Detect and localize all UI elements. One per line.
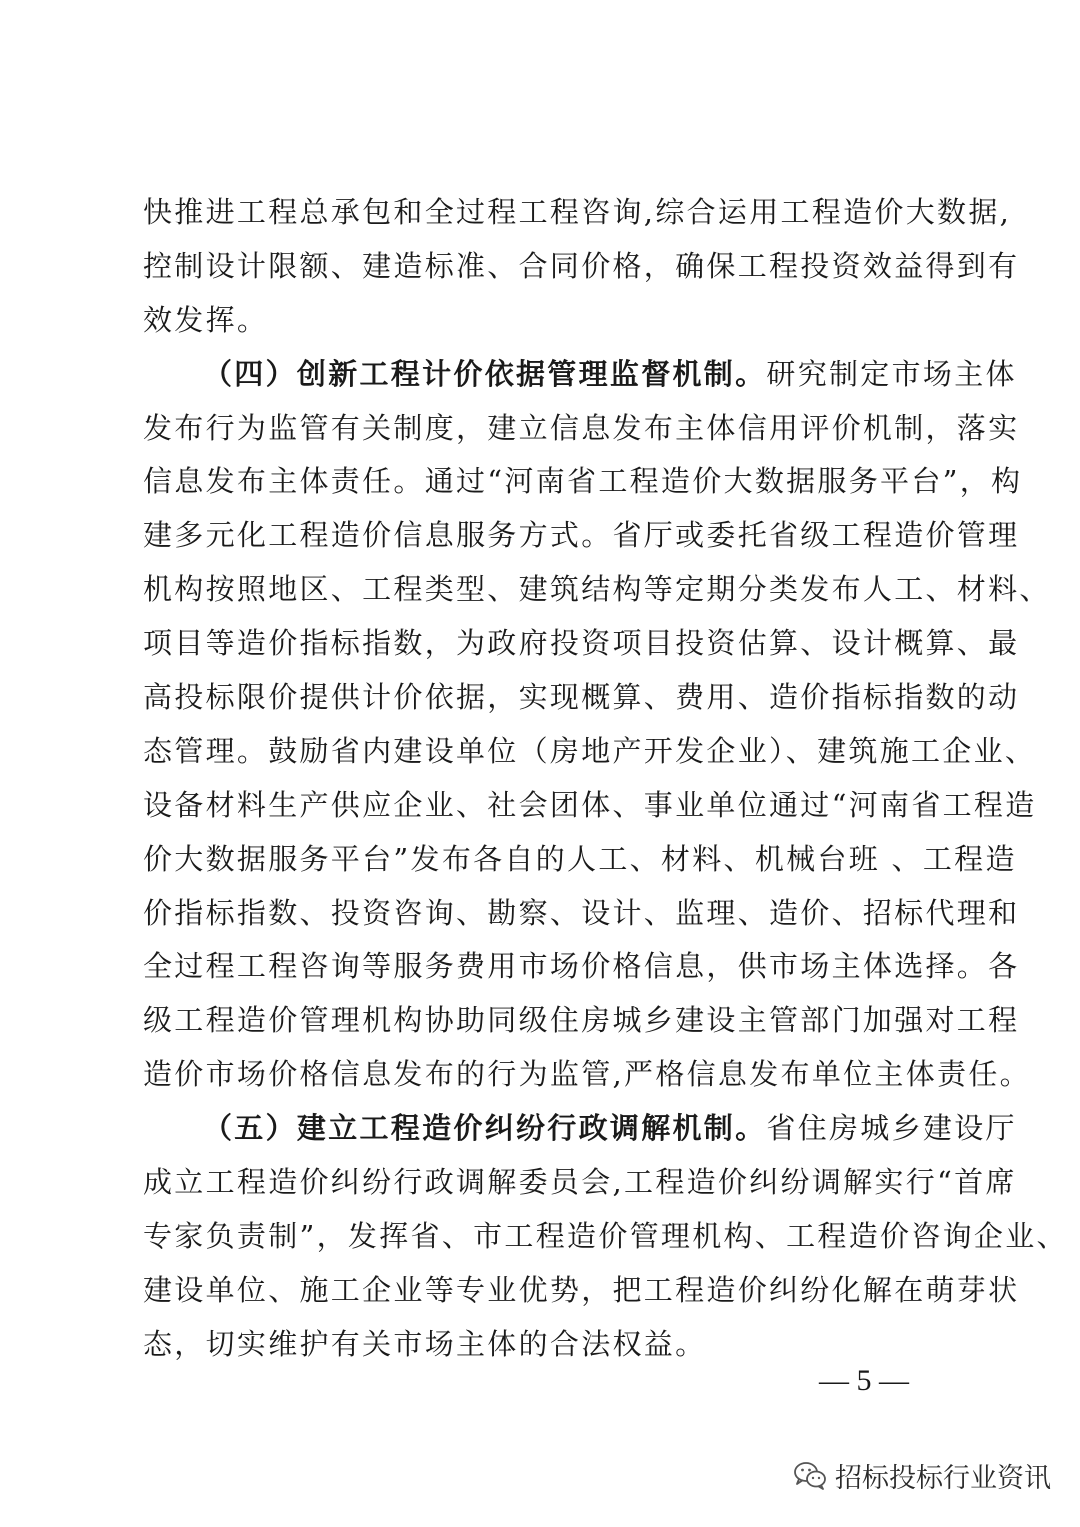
text-line: 建多元化工程造价信息服务方式。省厅或委托省级工程造价管理 [143, 518, 1020, 553]
watermark [793, 1452, 1051, 1498]
text-line: 专家负责制”，发挥省、市工程造价管理机构、工程造价咨询企业、 [143, 1218, 1068, 1253]
section-4-first-line [143, 348, 1017, 402]
text-line: 造价市场价格信息发布的行为监管,严格信息发布单位主体责任。 [143, 1057, 1031, 1092]
text-line: 全过程工程咨询等服务费用市场价格信息，供市场主体选择。各 [143, 949, 1020, 984]
section-5-first-line [143, 1102, 1017, 1156]
page-number: — 5 — [819, 1364, 909, 1397]
watermark-text: 招标投标行业资讯 [835, 1462, 1051, 1494]
document-body [143, 186, 1068, 1372]
text-line: 态管理。鼓励省内建设单位（房地产开发企业）、建筑施工企业、 [143, 733, 1037, 768]
text-line: 高投标限价提供计价依据，实现概算、费用、造价指标指数的动 [143, 680, 1020, 715]
text-line: 机构按照地区、工程类型、建筑结构等定期分类发布人工、材料、 [143, 572, 1051, 607]
text-line: 控制设计限额、建造标准、合同价格，确保工程投资效益得到有 [143, 248, 1020, 283]
text-line: 建设单位、施工企业等专业优势，把工程造价纠纷化解在萌芽状 [143, 1272, 1020, 1307]
text-line: 信息发布主体责任。通过“河南省工程造价大数据服务平台”，构 [143, 464, 1023, 499]
text-line: 态，切实维护有关市场主体的合法权益。 [143, 1326, 707, 1361]
section-4-text: 研究制定市场主体 [766, 356, 1017, 391]
text-line: 快推进工程总承包和全过程工程咨询,综合运用工程造价大数据, [143, 195, 1012, 229]
wechat-icon [793, 1460, 827, 1490]
text-line: 价大数据服务平台”发布各自的人工、材料、机械台班 、工程造 [143, 841, 1017, 876]
text-line: 级工程造价管理机构协助同级住房城乡建设主管部门加强对工程 [143, 1003, 1020, 1038]
text-line: 发布行为监管有关制度，建立信息发布主体信用评价机制，落实 [143, 410, 1020, 445]
text-line: 设备材料生产供应企业、社会团体、事业单位通过“河南省工程造 [143, 787, 1037, 822]
text-line: 成立工程造价纠纷行政调解委员会,工程造价纠纷调解实行“首席 [143, 1165, 1017, 1200]
section-5-text: 省住房城乡建设厅 [766, 1111, 1017, 1146]
section-4-heading: （四）创新工程计价依据管理监督机制。 [203, 356, 767, 391]
text-line: 效发挥。 [143, 302, 269, 337]
section-5-heading: （五）建立工程造价纠纷行政调解机制。 [203, 1111, 767, 1146]
text-line: 价指标指数、投资咨询、勘察、设计、监理、造价、招标代理和 [143, 895, 1020, 930]
text-line: 项目等造价指标指数，为政府投资项目投资估算、设计概算、最 [143, 626, 1020, 661]
